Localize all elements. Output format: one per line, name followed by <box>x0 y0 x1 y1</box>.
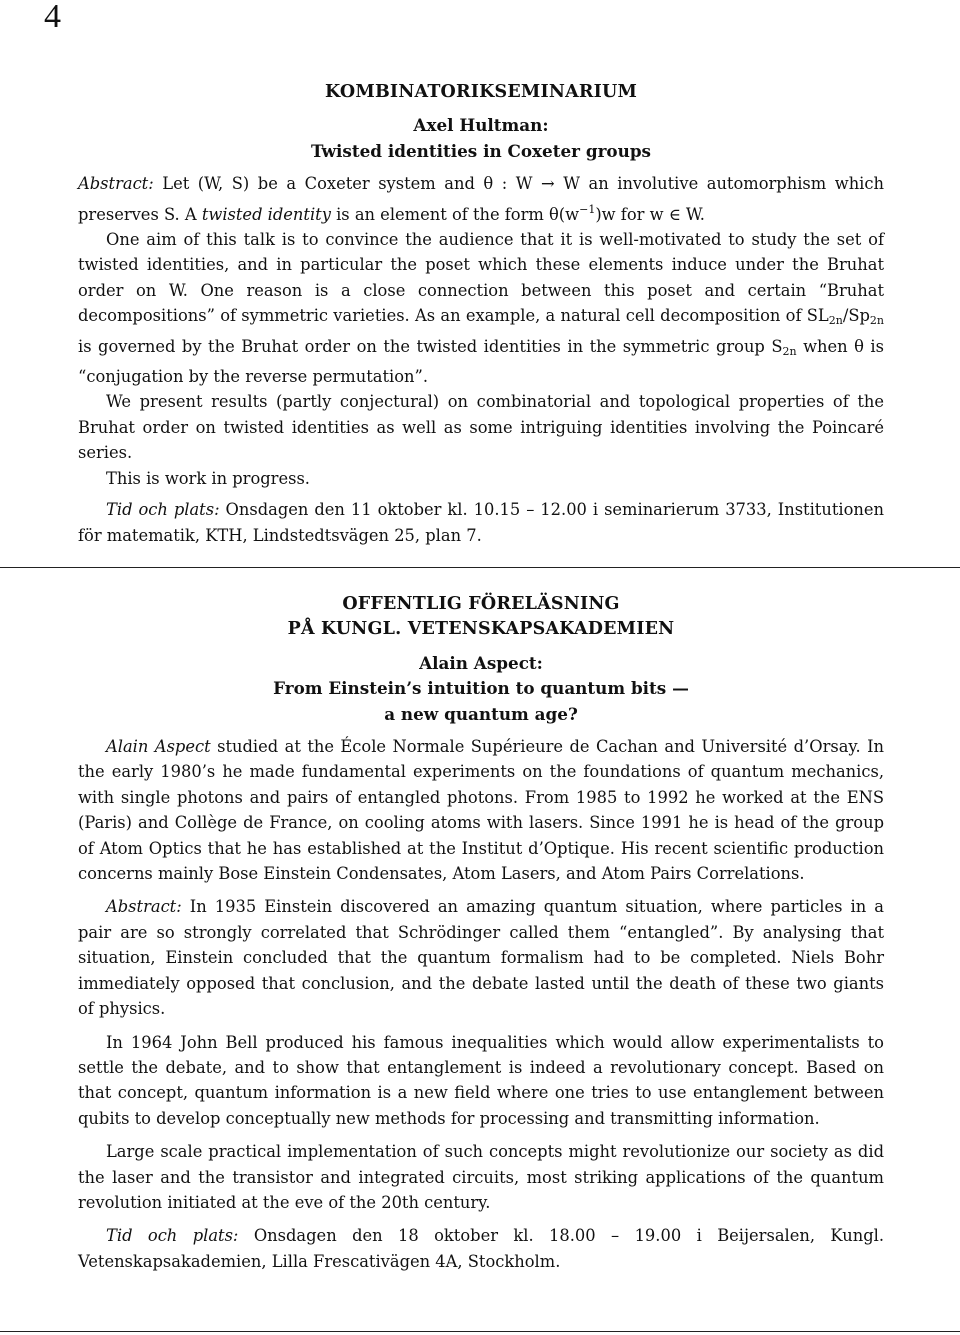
abstract-label: Abstract: <box>106 897 182 917</box>
abstract-emphasis: twisted identity <box>201 204 331 224</box>
abstract-paragraph <box>78 894 884 1021</box>
seminar-section <box>78 80 884 548</box>
body-text: is governed by the Bruhat order on the twisted identities in the symmetric group S <box>78 336 783 356</box>
section-title: KOMBINATORIKSEMINARIUM <box>324 82 638 102</box>
speaker-name: Alain Aspect: <box>419 652 543 673</box>
talk-title: Twisted identities in Coxeter groups <box>310 140 652 161</box>
talk-title: From Einstein’s intuition to quantum bits — <box>273 678 689 699</box>
bio-text: studied at the École Normale Supérieure de Cachan and Université d’Orsay. In the early 1980’s he made fundamental experiments on the foundations of quantum mechanics, with single photons and pairs of entangled photons. From 1985 to 1992 he worked at the ENS (Paris) and Collège de France, on cooling atoms with lasers. Since 1991 he is head of the group of Atom Optics that he has established at the Institut d’Optique. His recent scientific production concerns mainly Bose Einstein Condensates, Atom Lasers, and Atom Pairs Correlations. <box>78 737 885 884</box>
time-text: Onsdagen den 18 oktober kl. 18.00 – 19.00 i Beijersalen, Kungl. Vetenskapsakademien, Lilla Frescativägen 4A, Stockholm. <box>78 1226 885 1271</box>
abstract-text: is an element of the form θ(w <box>330 204 580 224</box>
bio-name: Alain Aspect <box>106 737 211 757</box>
body-paragraph: Large scale practical implementation of such concepts might revolutionize our society as did the laser and the transistor and integrated circuits, most striking applications of the quantum revolution initiated at the eve of the 20th century. <box>78 1142 884 1212</box>
bio-paragraph <box>78 734 884 886</box>
time-place <box>78 1223 884 1274</box>
superscript: −1 <box>579 202 596 216</box>
body-text: /Sp <box>842 306 870 326</box>
subscript: 2n <box>869 314 884 328</box>
time-label: Tid och plats: <box>106 1226 239 1246</box>
section-title: OFFENTLIG FÖRELÄSNING <box>342 594 620 614</box>
body-paragraph: We present results (partly conjectural) on combinatorial and topological properties of the Bruhat order on twisted identities as well as some intriguing identities involving the Poincaré series. <box>78 392 884 463</box>
time-place <box>78 497 884 548</box>
abstract-text: )w for w ∈ W. <box>595 204 705 224</box>
subscript: 2n <box>782 344 797 358</box>
lecture-section <box>78 592 884 1274</box>
speaker-name: Axel Hultman: <box>413 115 549 136</box>
abstract-text: In 1935 Einstein discovered an amazing quantum situation, where particles in a pair are so strongly correlated that Schrödinger called them “entangled”. By analysing that situation, Einstein concluded that the quantum formalism had to be completed. Niels Bohr immediately opposed that conclusion, and the debate lasted until the death of these two giants of physics. <box>78 897 884 1019</box>
page-number: 4 <box>44 0 61 35</box>
abstract-label: Abstract: <box>78 174 154 194</box>
divider <box>0 1331 960 1332</box>
abstract-paragraph <box>78 171 884 227</box>
time-text: Onsdagen den 11 oktober kl. 10.15 – 12.00 i seminarierum 3733, Institutionen för matematik, KTH, Lindstedtsvägen 25, plan 7. <box>78 500 884 545</box>
body-text: One aim of this talk is to convince the audience that it is well-motivated to study the set of twisted identities, and in particular the poset which these elements induce under the Bruhat order on W. One reason is a close connection between this poset and certain “Bruhat decompositions” of symmetric varieties. As an example, a natural cell decomposition of SL <box>78 230 884 326</box>
talk-title: a new quantum age? <box>384 703 578 724</box>
time-label: Tid och plats: <box>106 500 220 520</box>
body-paragraph <box>78 227 884 389</box>
section-title: PÅ KUNGL. VETENSKAPSAKADEMIEN <box>287 619 675 640</box>
abstract-text: Let (W, S) be a Coxeter system and θ : W → W an involutive automorphism which preserves S. A <box>78 174 884 224</box>
body-paragraph: This is work in progress. <box>106 468 310 488</box>
subscript: 2n <box>828 314 843 328</box>
body-paragraph: In 1964 John Bell produced his famous inequalities which would allow experimentalists to settle the debate, and to show that entanglement is indeed a revolutionary concept. Based on that concept, quantum information is a new field where one tries to use entanglement between qubits to develop conceptually new methods for processing and transmitting information. <box>78 1032 884 1128</box>
divider <box>0 567 960 568</box>
body-text: when θ is “conjugation by the reverse permutation”. <box>78 336 884 387</box>
